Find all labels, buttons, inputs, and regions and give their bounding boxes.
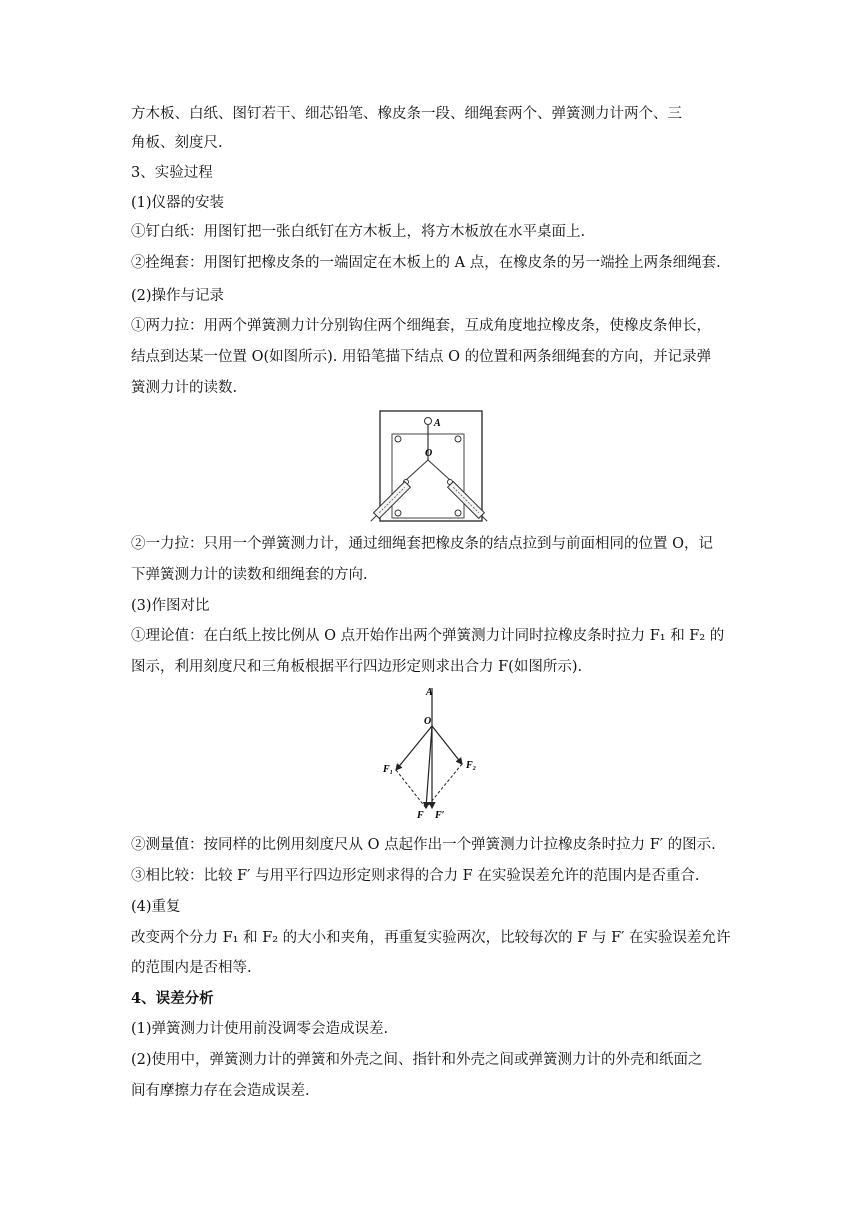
figure1-label-A: A	[434, 418, 441, 429]
text-line-1: 方木板、白纸、图钉若干、细芯铅笔、橡皮条一段、细绳套两个、弹簧测力计两个、三	[131, 106, 682, 122]
figure1-label-O: O	[425, 448, 433, 459]
figure2-label-F-prime: F′	[435, 810, 445, 821]
text-line-24: 间有摩擦力存在会造成误差.	[131, 1083, 310, 1099]
text-line-6: ②拴绳套：用图钉把橡皮条的一端固定在木板上的 A 点，在橡皮条的另一端拴上两条细绳套.	[131, 255, 721, 271]
text-line-16: ②测量值：按同样的比例用刻度尺从 O 点起作出一个弹簧测力计拉橡皮条时拉力 F′ 的图示.	[131, 837, 716, 853]
text-line-15: 图示，利用刻度尺和三角板根据平行四边形定则求出合力 F(如图所示).	[131, 659, 583, 675]
text-line-8: ①两力拉：用两个弹簧测力计分别钩住两个细绳套，互成角度地拉橡皮条，使橡皮条伸长，	[131, 318, 711, 334]
text-line-14: ①理论值：在白纸上按比例从 O 点开始作出两个弹簧测力计同时拉橡皮条时拉力 F₁ 和 F₂ 的	[131, 628, 725, 644]
figure2-label-O: O	[424, 716, 432, 727]
subheading-4: (4)重复	[131, 899, 181, 915]
text-line-12: 下弹簧测力计的读数和细绳套的方向.	[131, 567, 368, 583]
subheading-2: (2)操作与记录	[131, 288, 225, 304]
text-line-22: (1)弹簧测力计使用前没调零会造成误差.	[131, 1021, 389, 1037]
subheading-3: (3)作图对比	[131, 598, 210, 614]
text-line-9: 结点到达某一位置 O(如图所示). 用铅笔描下结点 O 的位置和两条细绳套的方向，并记录弹	[131, 349, 712, 365]
figure-parallelogram-diagram	[380, 686, 490, 824]
subheading-1: (1)仪器的安装	[131, 195, 225, 211]
text-line-11: ②一力拉：只用一个弹簧测力计，通过细绳套把橡皮条的结点拉到与前面相同的位置 O，记	[131, 536, 713, 552]
section-heading-3: 3、实验过程	[131, 165, 213, 181]
figure2-label-F2: F₂	[466, 760, 477, 771]
figure-spring-balance-setup	[362, 410, 502, 522]
text-line-20: 的范围内是否相等.	[131, 960, 252, 976]
text-line-17: ③相比较：比较 F′ 与用平行四边形定则求得的合力 F 在实验误差允许的范围内是否重合.	[131, 868, 700, 884]
section-heading-4: 4、误差分析	[131, 990, 214, 1007]
figure2-label-A: A	[426, 687, 433, 698]
text-line-23: (2)使用中，弹簧测力计的弹簧和外壳之间、指针和外壳之间或弹簧测力计的外壳和纸面之	[131, 1052, 703, 1068]
text-line-5: ①钉白纸：用图钉把一张白纸钉在方木板上，将方木板放在水平桌面上.	[131, 224, 586, 240]
text-line-2: 角板、刻度尺.	[131, 135, 223, 151]
text-line-19: 改变两个分力 F₁ 和 F₂ 的大小和夹角，再重复实验两次，比较每次的 F 与 F′ 在实验误差允许	[131, 930, 731, 946]
text-line-10: 簧测力计的读数.	[131, 380, 238, 396]
figure2-label-F1: F₁	[383, 764, 394, 775]
figure2-label-F: F	[417, 810, 424, 821]
